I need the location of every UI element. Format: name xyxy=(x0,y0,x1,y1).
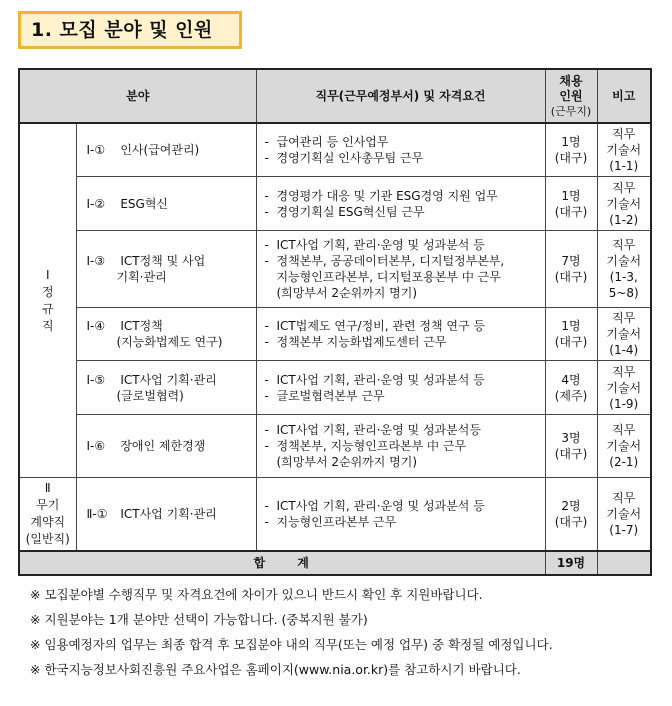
duty-item: - ICT사업 기획, 관리·운영 및 성과분석 등 xyxy=(265,372,545,388)
total-note-empty xyxy=(597,551,651,575)
duty-item: - 정책본부, 공공데이터본부, 디지털정부본부, xyxy=(265,253,545,269)
count-value: 7명 xyxy=(561,254,581,268)
note-line: 기술서 xyxy=(606,439,642,453)
total-label-a: 합 xyxy=(253,556,268,570)
note-cell xyxy=(597,415,651,478)
note-line: (1-1) xyxy=(609,159,639,173)
count-cell xyxy=(545,361,597,415)
field-code: Ⅰ-① xyxy=(86,143,106,157)
field-code: Ⅰ-② xyxy=(86,196,106,211)
field-name-line2: (지능화법제도 연구) xyxy=(116,335,223,349)
field-name-line2: 기획·관리 xyxy=(116,270,167,284)
category-contract-line1: Ⅱ xyxy=(44,481,51,495)
duty-item: - ICT사업 기획, 관리·운영 및 성과분석 등 xyxy=(265,237,545,253)
field-code: Ⅰ-④ xyxy=(86,319,106,333)
total-value: 19명 xyxy=(545,551,597,575)
count-place: (제주) xyxy=(554,388,588,403)
count-cell xyxy=(545,415,597,478)
total-label xyxy=(19,551,545,575)
table-row xyxy=(19,177,651,231)
note-cell xyxy=(597,361,651,415)
duty-item: - 경영기획실 ESG혁신팀 근무 xyxy=(265,204,545,220)
header-duties: 직무(근무예정부서) 및 자격요건 xyxy=(256,69,545,123)
note-text: ※ 지원분야는 1개 분야만 선택이 가능합니다. (중복지원 불가) xyxy=(30,612,368,627)
note-line: (1-7) xyxy=(609,523,639,537)
note-line: (1-4) xyxy=(609,343,639,357)
category-regular-line3: 규 xyxy=(41,301,54,316)
field-cell xyxy=(76,231,256,308)
note-line: 기술서 xyxy=(606,196,642,211)
total-row xyxy=(19,551,651,575)
count-value: 1명 xyxy=(561,319,581,333)
table-header-row xyxy=(19,69,651,123)
count-value: 1명 xyxy=(561,188,581,203)
header-note: 비고 xyxy=(597,69,651,123)
note-line: (1-3, xyxy=(609,270,638,284)
count-value: 2명 xyxy=(561,499,581,513)
section-title: 1. 모집 분야 및 인원 xyxy=(18,11,242,49)
category-regular-line2: 정 xyxy=(41,284,54,299)
header-count-sub: (근무지) xyxy=(550,104,592,118)
count-cell xyxy=(545,123,597,177)
category-regular xyxy=(19,123,76,478)
field-cell xyxy=(76,361,256,415)
note-line: 기술서 xyxy=(606,143,642,157)
duty-item: - 글로벌협력본부 근무 xyxy=(265,388,545,404)
note-line: 직무 xyxy=(612,364,636,379)
count-place: (대구) xyxy=(554,447,588,461)
field-cell xyxy=(76,177,256,231)
duty-item: - 경영기획실 인사총무팀 근무 xyxy=(265,150,545,166)
note-line: (1-9) xyxy=(609,396,639,411)
field-cell xyxy=(76,415,256,478)
field-name: ICT사업 기획·관리 xyxy=(120,507,217,521)
total-label-b: 계 xyxy=(297,556,311,570)
duty-item: - 정책본부, 지능형인프라본부 中 근무 xyxy=(265,438,545,454)
note-text: ※ 한국지능정보사회진흥원 주요사업은 홈페이지(www.nia.or.kr)를 참고하시기 바랍니다. xyxy=(30,662,521,677)
note-text: ※ 모집분야별 수행직무 및 자격요건에 차이가 있으니 반드시 확인 후 지원바랍니다. xyxy=(30,587,483,602)
field-cell xyxy=(76,478,256,552)
duty-continuation: (희망부서 2순위까지 명기) xyxy=(276,286,418,300)
notes-list xyxy=(30,582,650,682)
count-cell xyxy=(545,177,597,231)
field-name: ICT정책 xyxy=(120,319,163,333)
count-place: (대구) xyxy=(554,270,588,284)
recruitment-table xyxy=(18,68,652,576)
count-value: 3명 xyxy=(561,431,581,445)
field-name: ICT정책 및 사업 xyxy=(120,254,206,268)
field-name: 장애인 제한경쟁 xyxy=(120,439,206,453)
note-cell xyxy=(597,231,651,308)
note-line: 직무 xyxy=(612,491,636,505)
field-code: Ⅰ-③ xyxy=(86,254,106,268)
note-cell xyxy=(597,177,651,231)
count-place: (대구) xyxy=(554,515,588,529)
count-place: (대구) xyxy=(554,335,588,349)
table-row xyxy=(19,308,651,361)
header-field: 분야 xyxy=(19,69,256,123)
duties-cell xyxy=(256,123,545,177)
note-line: 5~8) xyxy=(608,286,639,300)
category-contract-line4: (일반직) xyxy=(25,532,70,546)
duty-item: - 지능형인프라본부 근무 xyxy=(265,514,545,530)
count-cell xyxy=(545,231,597,308)
note-line: (2-1) xyxy=(609,455,639,469)
field-cell xyxy=(76,123,256,177)
duty-item: - ICT법제도 연구/정비, 관련 정책 연구 등 xyxy=(265,318,545,334)
field-name: 인사(급여관리) xyxy=(120,143,200,157)
duties-cell xyxy=(256,361,545,415)
duties-cell xyxy=(256,415,545,478)
count-cell xyxy=(545,478,597,552)
count-value: 1명 xyxy=(561,135,581,149)
note-line: 직무 xyxy=(612,180,636,195)
note-line: 직무 xyxy=(612,127,636,141)
duties-cell xyxy=(256,478,545,552)
duty-continuation: (희망부서 2순위까지 명기) xyxy=(276,455,418,469)
table-row xyxy=(19,415,651,478)
header-count-line2: 인원 xyxy=(559,88,583,103)
category-regular-line4: 직 xyxy=(41,318,54,333)
duty-continuation: 지능형인프라본부, 디지털포용본부 中 근무 xyxy=(276,270,501,284)
category-contract-line3: 계약직 xyxy=(30,515,66,529)
table-row xyxy=(19,231,651,308)
field-name-line2: (글로벌협력) xyxy=(116,388,184,403)
note-cell xyxy=(597,478,651,552)
note-line: 직무 xyxy=(612,238,636,252)
category-regular-line1: Ⅰ xyxy=(45,267,50,282)
count-cell xyxy=(545,308,597,361)
table-row xyxy=(19,123,651,177)
note-line: (1-2) xyxy=(609,212,639,227)
table-row xyxy=(19,361,651,415)
field-code: Ⅰ-⑤ xyxy=(86,372,106,387)
field-code: Ⅰ-⑥ xyxy=(86,439,106,453)
count-place: (대구) xyxy=(554,204,588,219)
field-code: Ⅱ-① xyxy=(86,507,108,521)
note-line: 직무 xyxy=(612,423,636,437)
category-contract xyxy=(19,478,76,552)
note-cell xyxy=(597,308,651,361)
note-line: 직무 xyxy=(612,311,636,325)
field-cell xyxy=(76,308,256,361)
duty-item: - 경영평가 대응 및 기관 ESG경영 지원 업무 xyxy=(265,188,545,204)
field-name: ESG혁신 xyxy=(120,196,169,211)
note-line: 기술서 xyxy=(606,254,642,268)
count-value: 4명 xyxy=(561,372,581,387)
field-name: ICT사업 기획·관리 xyxy=(120,372,217,387)
duty-item: - ICT사업 기획, 관리·운영 및 성과분석 등 xyxy=(265,498,545,514)
note-line: 기술서 xyxy=(606,327,642,341)
note-line: 기술서 xyxy=(606,380,642,395)
table-row xyxy=(19,478,651,552)
note-cell xyxy=(597,123,651,177)
duty-item: - 급여관리 등 인사업무 xyxy=(265,134,545,150)
duties-cell xyxy=(256,177,545,231)
note-text: ※ 임용예정자의 업무는 최종 합격 후 모집분야 내의 직무(또는 예정 업무) 중 확정될 예정입니다. xyxy=(30,637,553,652)
duties-cell xyxy=(256,231,545,308)
header-count-line1: 채용 xyxy=(559,73,583,88)
duty-item: - 정책본부 지능화법제도센터 근무 xyxy=(265,334,545,350)
duties-cell xyxy=(256,308,545,361)
note-line: 기술서 xyxy=(606,507,642,521)
duty-item: - ICT사업 기획, 관리·운영 및 성과분석등 xyxy=(265,422,545,438)
count-place: (대구) xyxy=(554,151,588,165)
category-contract-line2: 무기 xyxy=(36,498,60,512)
header-count xyxy=(545,69,597,123)
